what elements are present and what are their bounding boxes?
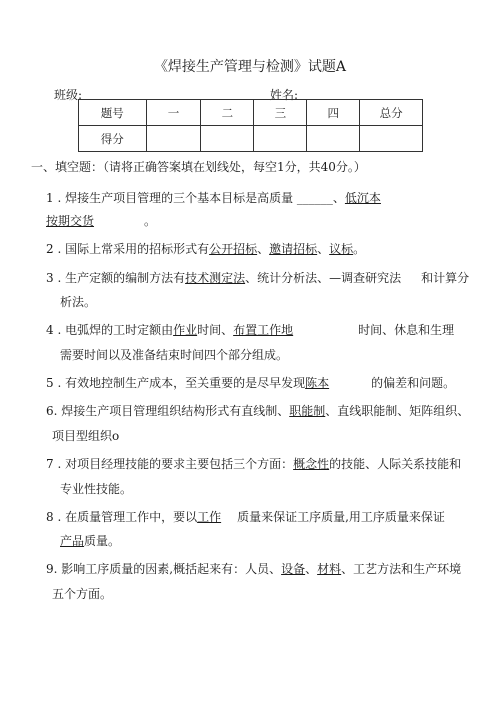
question-5 (46, 374, 455, 391)
score-cell-question-no: 题号 (79, 100, 147, 126)
score-input-3 (254, 126, 307, 152)
question-2 (46, 240, 365, 257)
question-3-line2: 析法。 (60, 295, 97, 309)
q7-text-b: 的技能、人际关系技能和 (329, 457, 462, 471)
q6-text-b: 、直线职能制、矩阵组织、 (325, 404, 470, 418)
q4-text: 4 . 电弧焊的工时定额由 (46, 323, 174, 337)
score-input-total (360, 126, 423, 152)
q8-text: 8 . 在质量管理工作中，要以 (46, 510, 198, 524)
question-4 (46, 321, 454, 338)
q9-text: 9. 影响工序质量的因素,概括起来有：人员、 (46, 562, 282, 576)
q7-answer-1: 概念性 (293, 457, 330, 471)
q4-answer-2: 布置工作地 (233, 323, 294, 337)
q2-sep-2: 、 (317, 242, 330, 256)
q1-end: 。 (144, 214, 157, 228)
score-cell-3: 三 (254, 100, 307, 126)
q4-answer-1: 作业 (173, 323, 198, 337)
q6-text: 6. 焊接生产项目管理组织结构形式有直线制、 (46, 404, 290, 418)
score-input-4 (307, 126, 360, 152)
q2-answer-3: 议标 (329, 242, 354, 256)
score-cell-1: 一 (146, 100, 201, 126)
score-table-score-row (79, 126, 423, 152)
q8-text-b: 质量来保证工序质量,用工序质量来保证 (237, 510, 445, 524)
q1-text: 1 . 焊接生产项目管理的三个基本目标是高质量 (46, 191, 297, 205)
question-3 (46, 269, 469, 286)
q3-text-c: 和计算分 (421, 271, 470, 285)
q1-answer-1: 低沉本 (344, 191, 381, 205)
q9-sep: 、 (305, 562, 318, 576)
q9-text-b: 、工艺方法和生产环境 (341, 562, 462, 576)
q8-end: 质量。 (84, 534, 121, 548)
score-input-2 (201, 126, 254, 152)
q7-text: 7 . 对项目经理技能的要求主要包括三个方面： (46, 457, 294, 471)
score-table (78, 99, 423, 152)
score-table-header-row (79, 100, 423, 126)
q2-text: 2 . 国际上常采用的招标形式有 (46, 242, 210, 256)
q1-blank: ______ (296, 191, 333, 205)
score-cell-4: 四 (307, 100, 360, 126)
q2-answer-1: 公开招标 (209, 242, 258, 256)
q4-text-b: 时间、 (197, 323, 234, 337)
section-title: 一、填空题：（请将正确答案填在划线处，每空1分，共40分。） (31, 160, 366, 174)
question-1-line2 (46, 212, 156, 229)
question-6-line2: 项目型组织o (52, 429, 120, 443)
score-cell-total: 总分 (360, 100, 423, 126)
score-input-1 (146, 126, 201, 152)
exam-title: 《焊接生产管理与检测》试题A (153, 59, 347, 75)
q3-text-b: 、统计分析法、—调查研究法 (245, 271, 402, 285)
question-9-line2: 五个方面。 (52, 587, 113, 601)
q9-answer-2: 材料 (317, 562, 342, 576)
score-cell-2: 二 (201, 100, 254, 126)
question-1 (46, 189, 381, 206)
q6-answer-1: 职能制 (289, 404, 326, 418)
q1-answer-2: 按期交货 (46, 214, 95, 228)
q4-text-c: 时间、休息和生理 (358, 323, 455, 337)
question-7 (46, 455, 461, 472)
q5-text-b: 的偏差和问题。 (371, 376, 456, 390)
question-7-line2: 专业性技能。 (60, 482, 133, 496)
q2-sep-1: 、 (257, 242, 270, 256)
question-4-line2: 需要时间以及准备结束时间四个部分组成。 (60, 348, 289, 362)
question-6 (46, 402, 469, 419)
q2-end: 。 (353, 242, 366, 256)
q8-answer-1: 工作 (197, 510, 222, 524)
question-9 (46, 560, 461, 577)
class-label: 班级: (54, 88, 83, 102)
q9-answer-1: 设备 (281, 562, 306, 576)
q5-text: 5 . 有效地控制生产成本，至关重要的是尽早发现 (46, 376, 306, 390)
q2-answer-2: 邀请招标 (269, 242, 318, 256)
q3-text: 3 . 生产定额的编制方法有 (46, 271, 186, 285)
question-8-line2 (60, 532, 120, 549)
q3-answer-1: 技术测定法 (185, 271, 246, 285)
q8-answer-2: 产品 (60, 534, 85, 548)
score-cell-score-label: 得分 (79, 126, 147, 152)
q5-answer-1: 陈本 (305, 376, 330, 390)
name-label: 姓名: (270, 88, 299, 102)
q1-sep: 、 (332, 191, 345, 205)
question-8 (46, 508, 445, 525)
